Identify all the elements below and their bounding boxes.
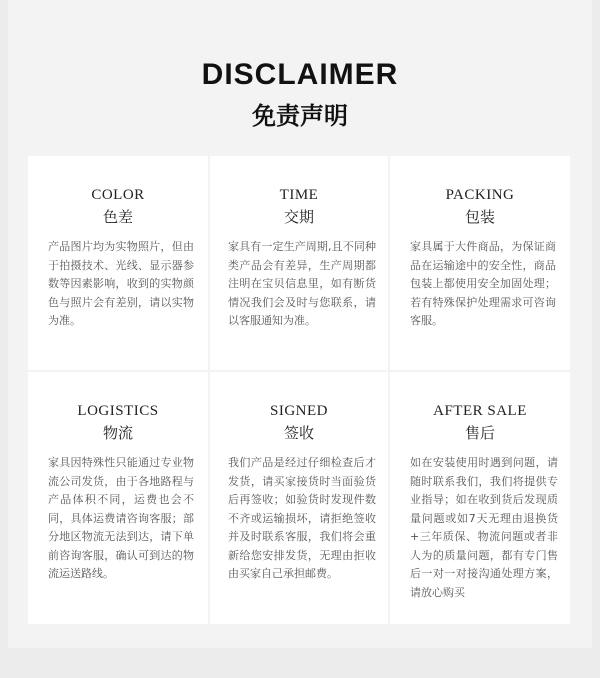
card-body-text: 家具因特殊性只能通过专业物流公司发货，由于各地路程与产品体积不同，运费也会不同，具体运费请咨询客服；部分地区物流无法到达，请下单前咨询客服，确认可到达的物流运送路线。 [48, 456, 194, 580]
card-title-cn: 包装 [464, 208, 495, 226]
card-title-cn: 物流 [102, 424, 133, 442]
card-title-en: PACKING [445, 187, 515, 203]
page-title-cn: 免责声明 [252, 102, 348, 130]
card-title-en: AFTER SALE [433, 403, 527, 419]
card-body-text: 产品图片均为实物照片，但由于拍摄技术、光线、显示器参数等因素影响，收到的实物颜色与照片会有差别，请以实物为准。 [48, 240, 194, 327]
card-title-en: TIME [279, 187, 319, 203]
card-logistics [28, 372, 208, 624]
card-after-sale [390, 372, 570, 624]
card-title-en: SIGNED [270, 403, 328, 419]
card-packing [390, 156, 570, 370]
card-title-cn: 签收 [283, 424, 314, 442]
card-title-cn: 交期 [283, 208, 314, 226]
card-title-cn: 售后 [464, 424, 495, 442]
card-title-en: COLOR [91, 187, 145, 203]
page-title-en: DISCLAIMER [201, 58, 399, 91]
card-body-text: 我们产品是经过仔细检查后才发货，请买家接货时当面验货后再签收；如验货时发现件数不齐或运输损坏，请拒绝签收并及时联系客服，我们将会重新给您安排发货，无理由拒收由买家自己承担邮费。 [228, 456, 376, 580]
card-signed [210, 372, 388, 624]
card-body-text: 家具有一定生产周期,且不同种类产品会有差异，生产周期都注明在宝贝信息里，如有断货情况我们会及时与您联系，请以客服通知为准。 [228, 240, 376, 327]
card-body-text: 如在安装使用时遇到问题，请随时联系我们，我们将提供专业指导；如在收到货后发现质量问题或如7天无理由退换货+三年质保、物流问题或者非人为的质量问题，都有专门售后一对一对接沟通处理方案，请放心购买 [410, 456, 558, 599]
card-color [28, 156, 208, 370]
card-time [210, 156, 388, 370]
card-body-text: 家具属于大件商品，为保证商品在运输途中的安全性，商品包装上都使用安全加固处理；若有特殊保护处理需求可咨询客服。 [410, 240, 556, 327]
card-title-en: LOGISTICS [77, 403, 159, 419]
card-title-cn: 色差 [102, 208, 133, 226]
